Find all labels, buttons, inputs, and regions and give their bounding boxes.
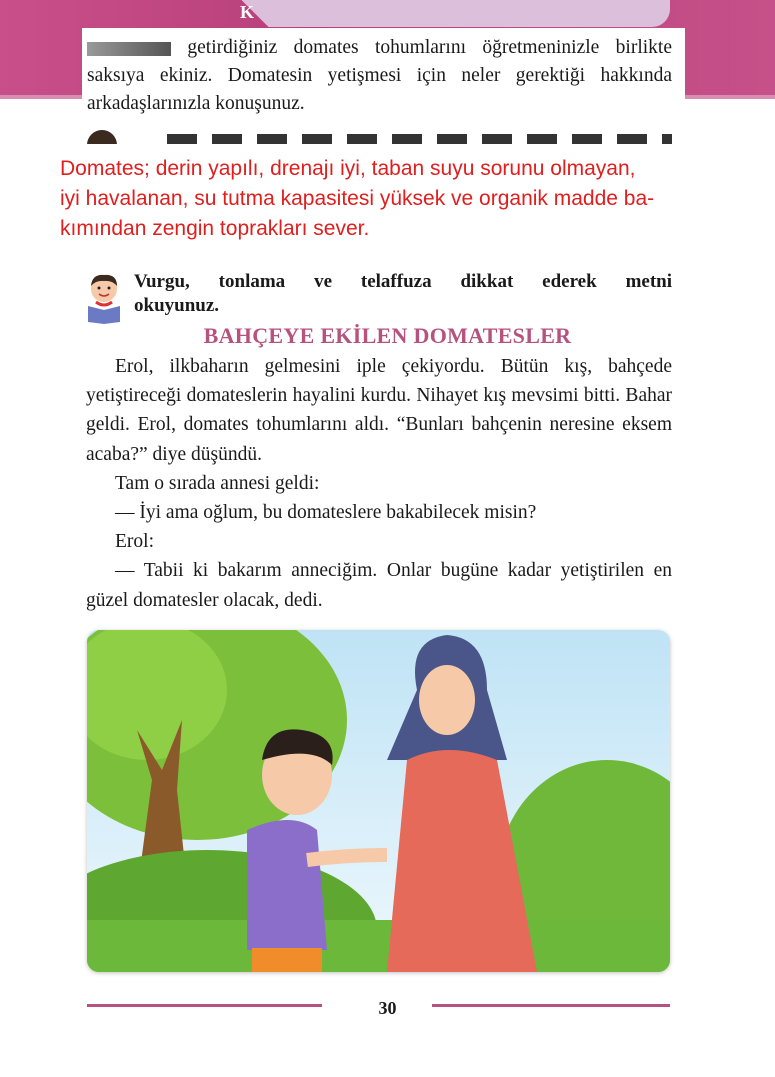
obscured-text bbox=[87, 42, 171, 56]
page-number: 30 bbox=[378, 998, 397, 1018]
story-title: BAHÇEYE EKİLEN DOMATESLER bbox=[203, 323, 572, 348]
story-illustration bbox=[87, 630, 670, 972]
top-paragraph-text: getirdiğiniz domates tohumlarını öğretmeninizle birlikte saksıya ekiniz. Domatesin yetişmesi için neler gerektiği hakkında arkadaşlarınızla konuşunuz. bbox=[87, 37, 672, 114]
cropped-line bbox=[87, 130, 672, 144]
story-paragraph: Erol: bbox=[115, 531, 154, 553]
story-paragraph: — İyi ama oğlum, bu domateslere bakabilecek misin? bbox=[115, 502, 537, 524]
story-body bbox=[86, 352, 672, 615]
note-line: Domates; derin yapılı, drenajı iyi, taban suyu sorunu olmayan, bbox=[60, 157, 636, 180]
note-line: kımından zengin toprakları sever. bbox=[60, 217, 370, 240]
top-paragraph bbox=[87, 34, 672, 118]
instruction-line: okuyunuz. bbox=[134, 295, 220, 316]
red-note bbox=[60, 154, 740, 244]
header-tab bbox=[300, 0, 670, 27]
instruction-line: Vurgu, tonlama ve telaffuza dikkat ederek metni bbox=[134, 271, 672, 292]
header-logo: K bbox=[240, 2, 255, 22]
story-paragraph: — Tabii ki bakarım anneciğim. Onlar bugüne kadar yetiştirilen en güzel domatesler olacak, dedi. bbox=[86, 560, 672, 611]
story-paragraph: Erol, ilkbaharın gelmesini iple çekiyordu. Bütün kış, bahçede yetiştireceği domateslerin hayalini kurdu. Nihayet kış mevsimi bitti. Bahar geldi. Erol, domates tohumlarını aldı. “Bunları bahçenin neresine eksem acaba?” diye düşündü. bbox=[86, 356, 672, 465]
reading-child-icon bbox=[84, 272, 124, 324]
story-paragraph: Tam o sırada annesi geldi: bbox=[115, 472, 320, 494]
note-line: iyi havalanan, su tutma kapasitesi yüksek ve organik madde ba- bbox=[60, 187, 655, 210]
